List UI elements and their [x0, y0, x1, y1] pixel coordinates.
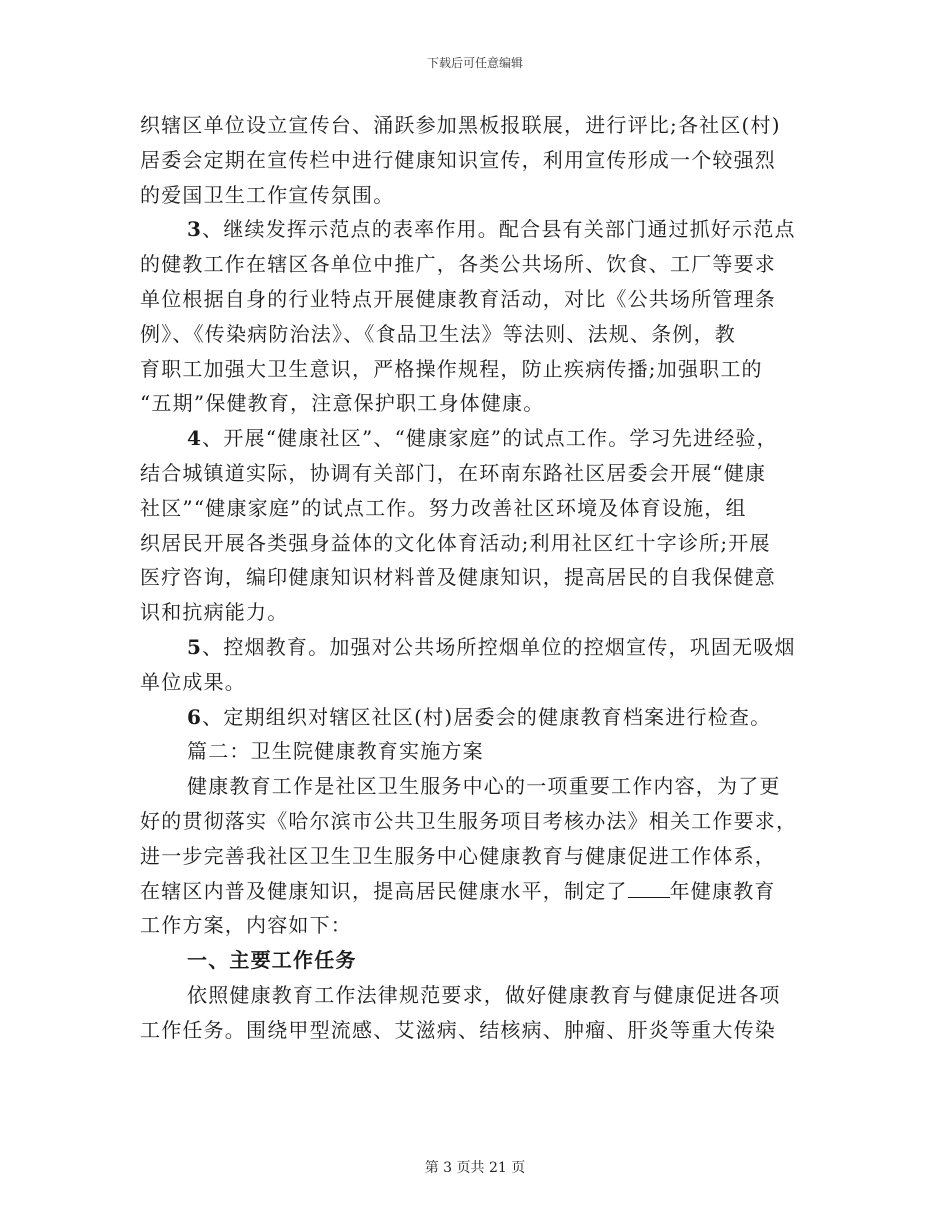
item-number: 5: [187, 634, 203, 659]
numbered-item-5: 5、控烟教育。加强对公共场所控烟单位的控烟宣传，巩固无吸烟: [187, 634, 796, 659]
paragraph-line: 育职工加强大卫生意识，严格操作规程，防止疾病传播;加强职工的: [140, 356, 763, 381]
paragraph-line: 的健教工作在辖区各单位中推广，各类公共场所、饮食、工厂等要求: [140, 252, 776, 277]
heading-main-tasks: 一、主要工作任务: [187, 948, 357, 973]
paragraph-line: 织居民开展各类强身益体的文化体育活动;利用社区红十字诊所;开展: [140, 530, 771, 555]
item-number: 3: [187, 217, 203, 242]
paragraph-line: 医疗咨询，编印健康知识材料普及健康知识，提高居民的自我保健意: [140, 565, 776, 590]
document-body: [140, 108, 820, 1048]
paragraph-line: 例》、《传染病防治法》、《食品卫生法》等法则、法规、条例，教: [140, 321, 736, 346]
paragraph-line: 结合城镇道实际，协调有关部门，在环南东路社区居委会开展“健康: [140, 460, 767, 485]
paragraph-line: 居委会定期在宣传栏中进行健康知识宣传，利用宣传形成一个较强烈: [140, 147, 776, 172]
paragraph-line: 单位根据自身的行业特点开展健康教育活动，对比《公共场所管理条: [140, 286, 776, 311]
numbered-item-4: 4、开展“健康社区”、“健康家庭”的试点工作。学习先进经验，: [187, 426, 778, 451]
paragraph-line: 依照健康教育工作法律规范要求，做好健康教育与健康促进各项: [187, 982, 781, 1007]
paragraph-line: 工作任务。围绕甲型流感、艾滋病、结核病、肿瘤、肝炎等重大传染: [140, 1017, 776, 1042]
paragraph-line: 单位成果。: [140, 669, 246, 694]
paragraph-line: 织辖区单位设立宣传台、涌跃参加黑板报联展，进行评比;各社区(村): [140, 113, 781, 137]
paragraph-line: 好的贯彻落实《哈尔滨市公共卫生服务项目考核办法》相关工作要求，: [140, 808, 798, 833]
page-header: 下载后可任意编辑: [426, 56, 523, 70]
numbered-item-3: 3、继续发挥示范点的表率作用。配合县有关部门通过抓好示范点: [187, 217, 796, 242]
paragraph-line: 工作方案，内容如下：: [140, 913, 352, 938]
numbered-item-6: 6、定期组织对辖区社区(村)居委会的健康教育档案进行检查。: [187, 704, 772, 729]
section-title: 篇二：卫生院健康教育实施方案: [187, 739, 484, 764]
paragraph-line-with-blank: 在辖区内普及健康知识，提高居民健康水平，制定了 年健康教育: [140, 878, 776, 903]
paragraph-line: 识和抗病能力。: [140, 600, 289, 625]
paragraph-line: “五期”保健教育，注意保护职工身体健康。: [140, 391, 545, 416]
page-footer: 第 3 页共 21 页: [424, 1160, 526, 1176]
item-number: 6: [187, 704, 203, 729]
paragraph-line: 社区”“健康家庭”的试点工作。努力改善社区环境及体育设施，组: [140, 495, 747, 520]
paragraph-line: 的爱国卫生工作宣传氛围。: [140, 182, 395, 207]
paragraph-line: 进一步完善我社区卫生卫生服务中心健康教育与健康促进工作体系，: [140, 843, 776, 868]
year-blank: [628, 879, 670, 898]
paragraph-line: 健康教育工作是社区卫生服务中心的一项重要工作内容，为了更: [187, 774, 781, 799]
item-number: 4: [187, 426, 203, 451]
